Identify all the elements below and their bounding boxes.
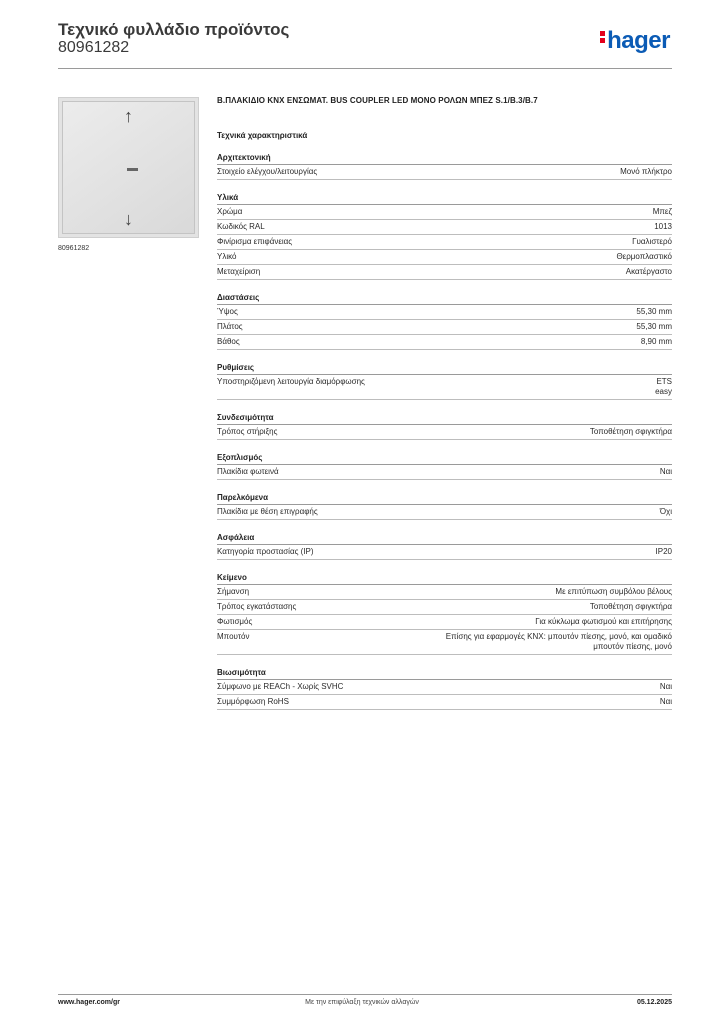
spec-label: Βάθος: [217, 337, 240, 346]
spec-value-line: Για κύκλωμα φωτισμού και επιτήρησης: [535, 617, 672, 626]
spec-row: [217, 305, 672, 320]
spec-row: [217, 335, 672, 350]
spec-value: [660, 682, 672, 692]
spec-label: Κωδικός RAL: [217, 222, 265, 231]
spec-group: [217, 293, 672, 350]
product-name: Β.ΠΛΑΚΙΔΙΟ KNX ΕΝΣΩΜΑΤ. BUS COUPLER LED ΜΟΝΟ ΡΟΛΩΝ ΜΠΕΖ S.1/B.3/B.7: [217, 96, 538, 105]
spec-value: [620, 167, 672, 177]
spec-row: [217, 630, 672, 655]
spec-group: [217, 573, 672, 655]
group-title: Ασφάλεια: [217, 533, 672, 545]
spec-value-line: Γυαλιστερό: [632, 237, 672, 246]
footer-date: 05.12.2025: [636, 999, 672, 1006]
spec-row: [217, 220, 672, 235]
spec-label: Πλακίδια με θέση επιγραφής: [217, 507, 318, 516]
spec-row: [217, 375, 672, 400]
footer-website[interactable]: www.hager.com/gr: [58, 999, 120, 1006]
spec-value-line: IP20: [655, 547, 672, 556]
spec-value: [590, 602, 672, 612]
spec-value: [636, 307, 672, 317]
spec-value-line: Ναι: [659, 697, 672, 706]
spec-row: [217, 465, 672, 480]
spec-value: [656, 547, 672, 557]
spec-label: Σύμφωνο με REACh - Χωρίς SVHC: [217, 682, 344, 691]
spec-value-line: Ναι: [659, 467, 672, 476]
spec-label: Μεταχείριση: [217, 267, 261, 276]
group-title: Διαστάσεις: [217, 293, 672, 305]
spec-value-line: 1013: [654, 222, 672, 231]
spec-value-line: 8,90 mm: [640, 337, 672, 346]
logo-dots-icon: [600, 29, 605, 45]
section-heading: Τεχνικά χαρακτηριστικά: [217, 131, 308, 140]
header-divider: [58, 68, 672, 69]
spec-content: [217, 96, 672, 710]
spec-row: [217, 320, 672, 335]
spec-label: Υποστηριζόμενη λειτουργία διαμόρφωσης: [217, 377, 365, 386]
spec-value-line: Τοποθέτηση σφιγκτήρα: [589, 602, 672, 611]
arrow-down-icon: ↓: [124, 209, 133, 229]
spec-value: [555, 587, 672, 597]
spec-row: [217, 680, 672, 695]
spec-value-line: 55,30 mm: [636, 322, 672, 331]
spec-row: [217, 165, 672, 180]
spec-value: [641, 337, 672, 347]
spec-label: Φινίρισμα επιφάνειας: [217, 237, 293, 246]
group-title: Παρελκόμενα: [217, 493, 672, 505]
spec-label: Χρώμα: [217, 207, 243, 216]
spec-value: [660, 467, 672, 477]
group-title: Κείμενο: [217, 573, 672, 585]
led-indicator: [127, 168, 138, 171]
spec-value-line: Τοποθέτηση σφιγκτήρα: [589, 427, 672, 436]
group-title: Ρυθμίσεις: [217, 363, 672, 375]
spec-value-line: easy: [655, 387, 672, 396]
spec-row: [217, 235, 672, 250]
spec-row: [217, 545, 672, 560]
spec-label: Συμμόρφωση RoHS: [217, 697, 289, 706]
group-title: Υλικά: [217, 193, 672, 205]
spec-row: [217, 615, 672, 630]
spec-group: [217, 668, 672, 710]
spec-row: [217, 585, 672, 600]
spec-value: [616, 252, 672, 262]
spec-value-line: 55,30 mm: [636, 307, 672, 316]
spec-row: [217, 695, 672, 710]
switch-plate: [62, 101, 195, 234]
spec-value: [626, 267, 672, 277]
spec-value-line: Θερμοπλαστικό: [616, 252, 672, 261]
spec-group: [217, 363, 672, 400]
spec-value: [446, 632, 672, 652]
spec-value-line: Μπεζ: [652, 207, 672, 216]
spec-value-line: Μονό πλήκτρο: [620, 167, 672, 176]
spec-value-line: Επίσης για εφαρμογές KNX: μπουτόν πίεσης, μονό, και ομαδικό: [445, 632, 672, 641]
document-number: 80961282: [58, 39, 130, 56]
spec-label: Φωτισμός: [217, 617, 253, 626]
spec-value-line: Ναι: [659, 682, 672, 691]
image-caption: 80961282: [58, 245, 90, 252]
spec-label: Στοιχείο ελέγχου/λειτουργίας: [217, 167, 318, 176]
footer-notice: Με την επιφύλαξη τεχνικών αλλαγών: [305, 999, 419, 1006]
arrow-up-icon: ↑: [124, 106, 133, 126]
document-title: Τεχνικό φυλλάδιο προϊόντος: [58, 20, 290, 39]
product-image: [58, 97, 199, 238]
spec-label: Κατηγορία προστασίας (IP): [217, 547, 314, 556]
group-title: Βιωσιμότητα: [217, 668, 672, 680]
logo-text: hager: [607, 27, 670, 54]
spec-value-line: Με επιτύπωση συμβόλου βέλους: [555, 587, 672, 596]
spec-value: [632, 237, 672, 247]
spec-value: [590, 427, 672, 437]
spec-value: [660, 697, 672, 707]
spec-value-line: ETS: [656, 377, 672, 386]
spec-label: Σήμανση: [217, 587, 250, 596]
spec-value-line: Όχι: [659, 507, 672, 516]
spec-label: Τρόπος στήριξης: [217, 427, 278, 436]
spec-label: Υλικό: [217, 252, 237, 261]
spec-group: [217, 413, 672, 440]
spec-value: [653, 207, 672, 217]
spec-groups: [217, 153, 672, 710]
spec-label: Πλάτος: [217, 322, 243, 331]
spec-row: [217, 250, 672, 265]
spec-row: [217, 205, 672, 220]
spec-group: [217, 533, 672, 560]
hager-logo: [600, 27, 670, 55]
spec-label: Μπουτόν: [217, 632, 250, 641]
spec-value-line: μπουτόν πίεσης, μονό: [593, 642, 672, 651]
footer-divider: [58, 994, 672, 995]
spec-label: Πλακίδια φωτεινά: [217, 467, 279, 476]
spec-value: [660, 507, 672, 517]
spec-row: [217, 425, 672, 440]
spec-value: [636, 322, 672, 332]
spec-label: Ύψος: [217, 307, 238, 316]
group-title: Εξοπλισμός: [217, 453, 672, 465]
spec-row: [217, 600, 672, 615]
spec-group: [217, 193, 672, 280]
spec-group: [217, 453, 672, 480]
spec-group: [217, 153, 672, 180]
spec-value: [535, 617, 672, 627]
spec-group: [217, 493, 672, 520]
spec-label: Τρόπος εγκατάστασης: [217, 602, 297, 611]
spec-value-line: Ακατέργαστο: [625, 267, 672, 276]
spec-row: [217, 505, 672, 520]
spec-row: [217, 265, 672, 280]
group-title: Αρχιτεκτονική: [217, 153, 672, 165]
group-title: Συνδεσιμότητα: [217, 413, 672, 425]
spec-value: [654, 222, 672, 232]
spec-value: [655, 377, 672, 397]
